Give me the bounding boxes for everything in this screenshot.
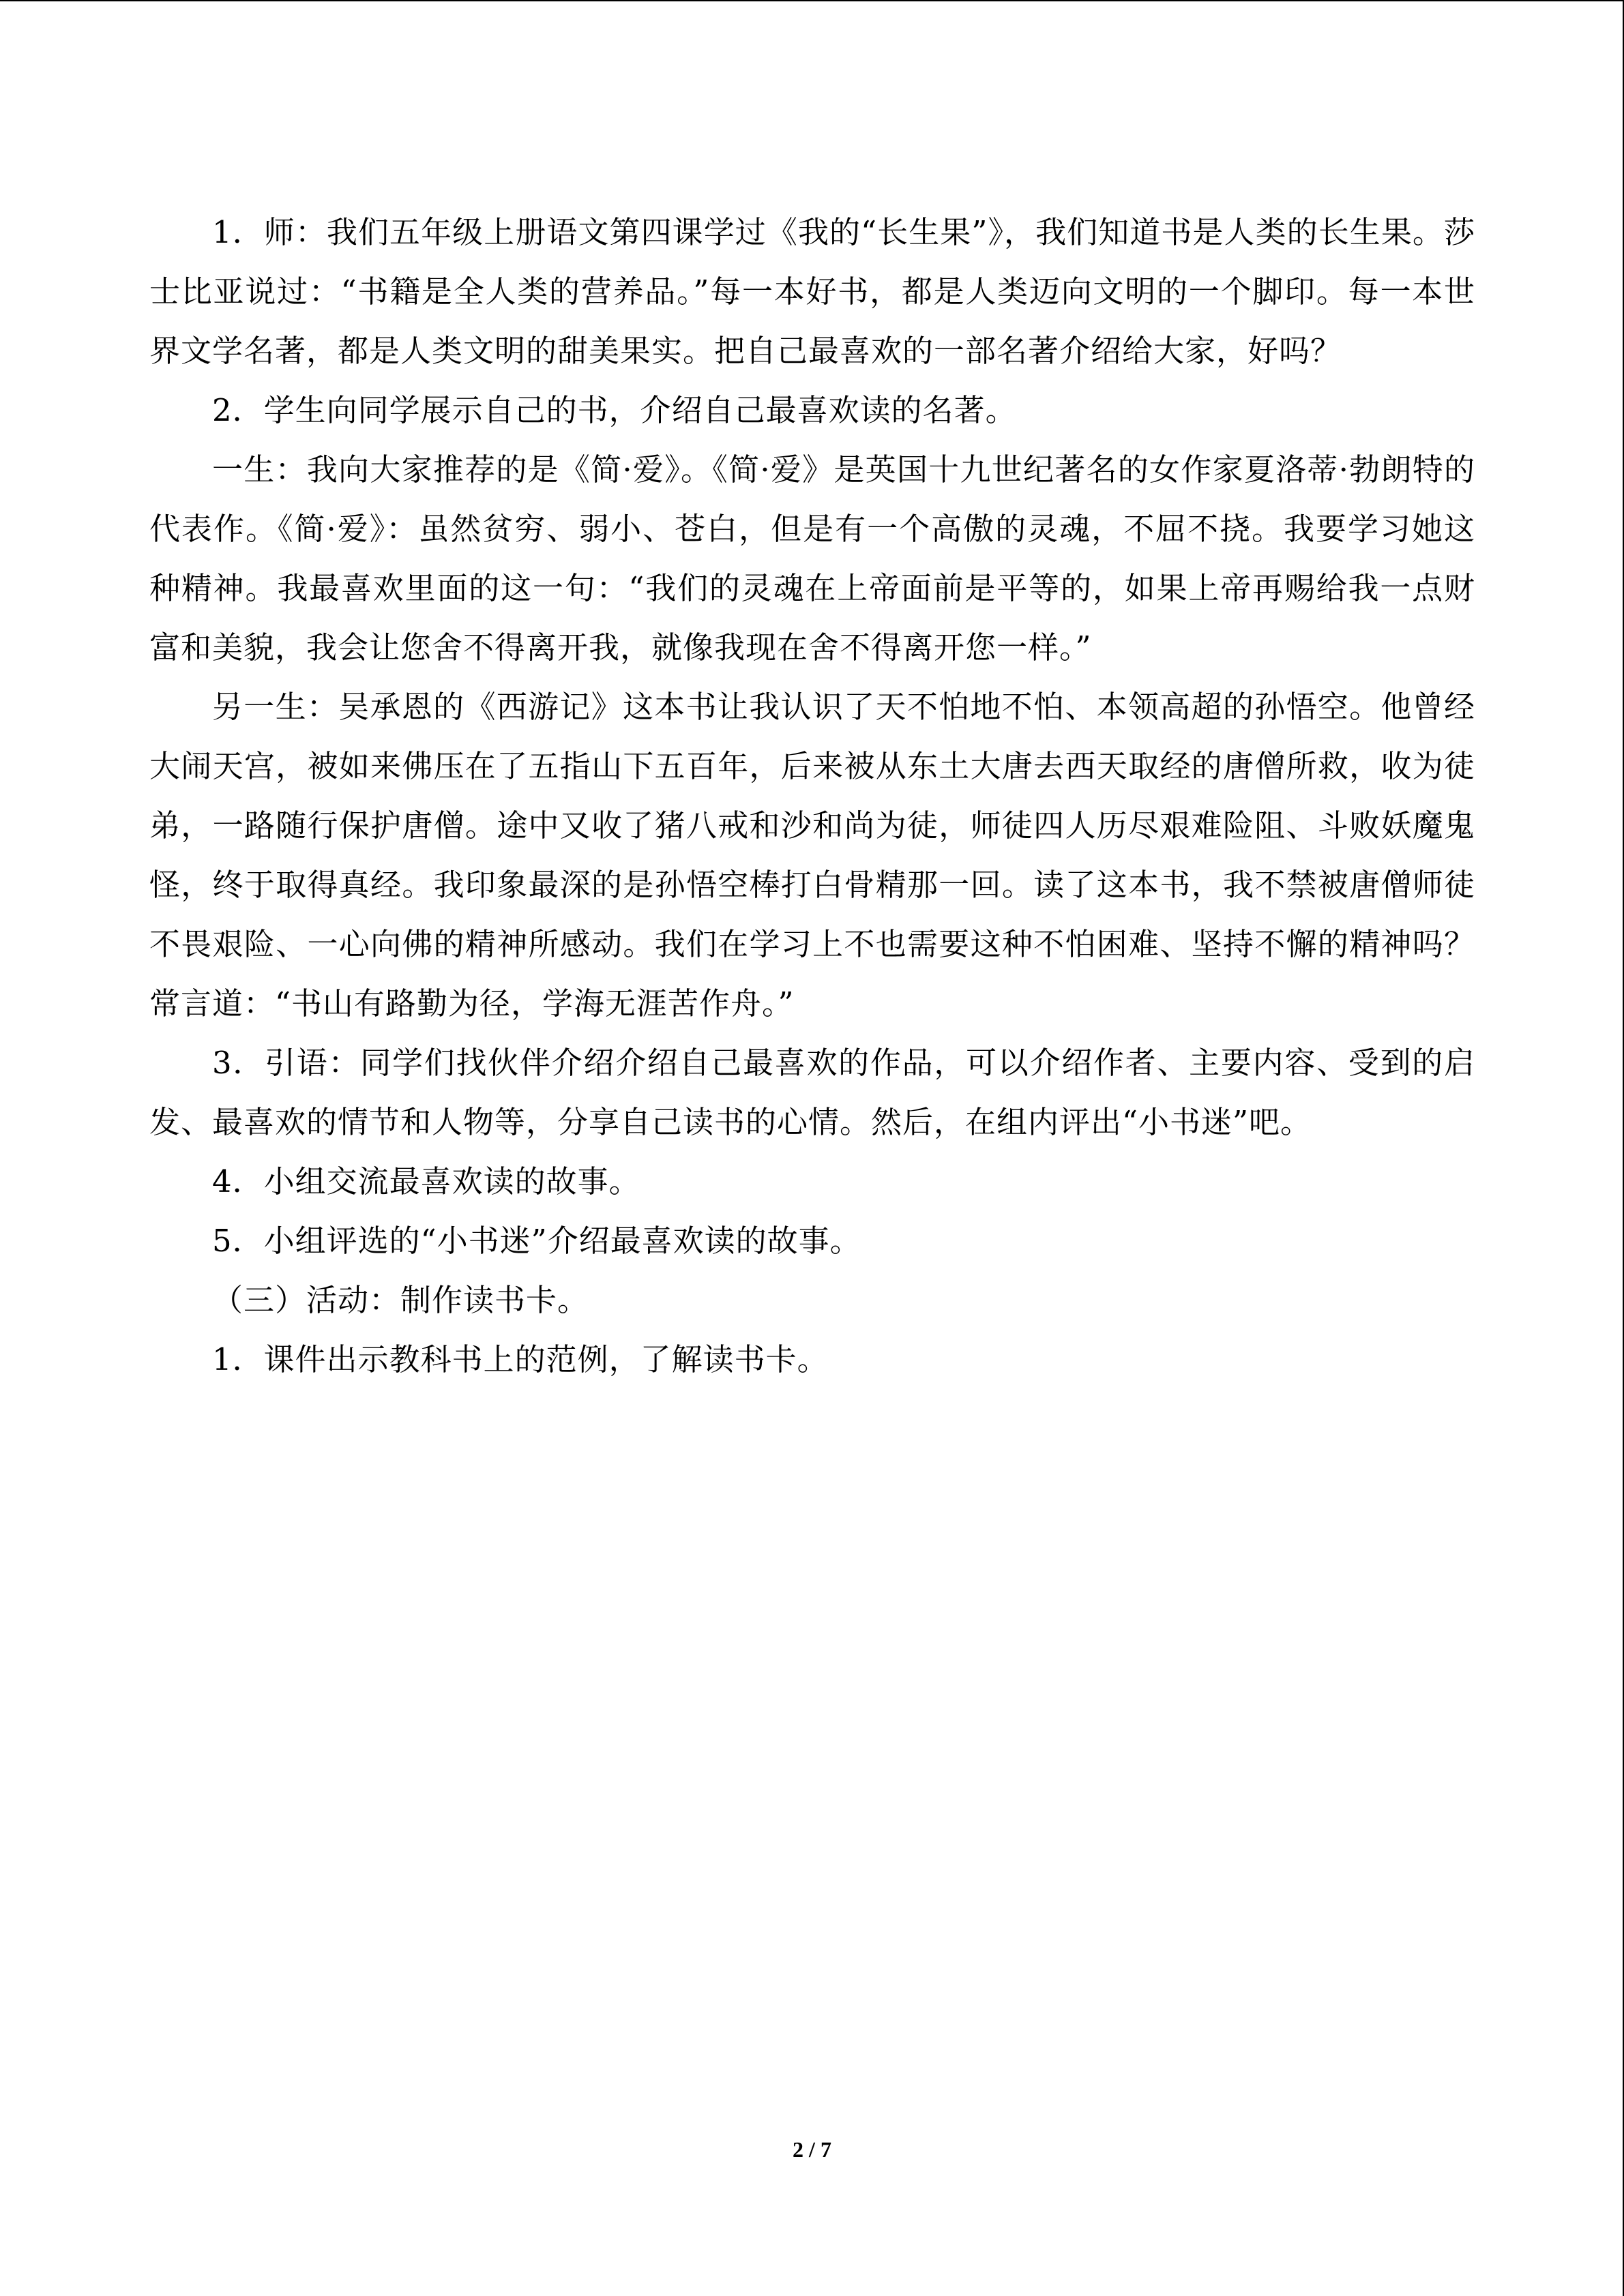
paragraph-7: 5．小组评选的“小书迷”介绍最喜欢读的故事。 [212,1223,861,1259]
paragraph-6: 4．小组交流最喜欢读的故事。 [212,1163,640,1199]
paragraph-4: 另一生：吴承恩的《西游记》这本书让我认识了天不怕地不怕、本领高超的孙悟空。他曾经大闹天宫，被如来佛压在了五指山下五百年，后来被从东土大唐去西天取经的唐僧所救，收为徒弟，一路随行保护唐僧。途中又收了猪八戒和沙和尚为徒，师徒四人历尽艰难险阻、斗败妖魔鬼怪，终于取得真经。我印象最深的是孙悟空棒打白骨精那一回。读了这本书，我不禁被唐僧师徒不畏艰险、一心向佛的精神所感动。我们在学习上不也需要这种不怕困难、坚持不懈的精神吗？常言道：“书山有路勤为径，学海无涯苦作舟。” [149,689,1475,1022]
paragraph-9: 1．课件出示教科书上的范例，了解读书卡。 [212,1341,829,1377]
document-body [149,203,1475,1389]
paragraph-2: 2．学生向同学展示自己的书，介绍自己最喜欢读的名著。 [212,392,1017,428]
paragraph-3: 一生：我向大家推荐的是《简·爱》。《简·爱》是英国十九世纪著名的女作家夏洛蒂·勃朗特的代表作。《简·爱》：虽然贫穷、弱小、苍白，但是有一个高傲的灵魂，不屈不挠。我要学习她这种精神。我最喜欢里面的这一句：“我们的灵魂在上帝面前是平等的，如果上帝再赐给我一点财富和美貌，我会让您舍不得离开我，就像我现在舍不得离开您一样。” [149,451,1475,666]
paragraph-5: 3．引语：同学们找伙伴介绍介绍自己最喜欢的作品，可以介绍作者、主要内容、受到的启发、最喜欢的情节和人物等，分享自己读书的心情。然后，在组内评出“小书迷”吧。 [149,1045,1475,1140]
paragraph-8: （三）活动：制作读书卡。 [212,1282,589,1318]
paragraph-1: 1．师：我们五年级上册语文第四课学过《我的“长生果”》，我们知道书是人类的长生果。莎士比亚说过：“书籍是全人类的营养品。”每一本好书，都是人类迈向文明的一个脚印。每一本世界文学名著，都是人类文明的甜美果实。把自己最喜欢的一部名著介绍给大家，好吗？ [149,214,1475,369]
page-number: 2 / 7 [793,2137,831,2162]
